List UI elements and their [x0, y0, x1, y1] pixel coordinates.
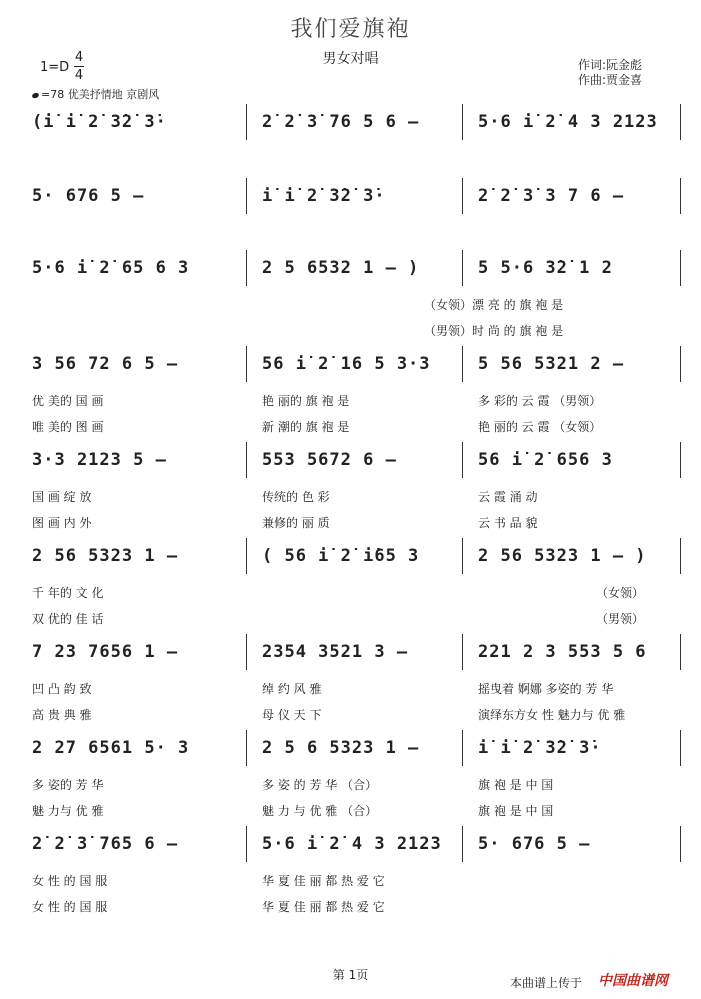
- lyric-segment: 华 夏 佳 丽 都 热 爱 它: [262, 874, 385, 888]
- site-logo: 中国曲谱网: [598, 973, 668, 989]
- lyric-segment: （男领）时 尚 的 旗 袍 是: [424, 324, 564, 338]
- lyric-segment: （男领）: [596, 612, 645, 626]
- lyric-segment: 艳 丽的 云 霞 （女领）: [478, 420, 602, 434]
- lyric-segment: 摇曳着 婀娜 多姿的 芳 华: [478, 682, 614, 696]
- tempo-marking: [32, 86, 159, 102]
- measure: 2̇ 2̇ 3̇ 76 5 6 –: [262, 112, 420, 132]
- lyricist: 作词:阮金彪: [578, 58, 643, 72]
- quarter-note-icon: [31, 92, 39, 99]
- measure: i̇ i̇ 2̇ 3̇2̇ 3̇·: [478, 738, 602, 758]
- barline: [462, 730, 463, 766]
- lyric-segment: 云 书 品 貌: [478, 516, 538, 530]
- subtitle: 男女对唱: [322, 51, 379, 67]
- composer: 作曲:贾金喜: [578, 73, 643, 87]
- barline: [680, 442, 681, 478]
- lyric-segment: （女领）: [596, 586, 645, 600]
- lyric-line: [0, 872, 701, 890]
- barline: [680, 178, 681, 214]
- lyric-line: [0, 776, 701, 794]
- lyric-segment: 绰 约 风 雅: [262, 682, 322, 696]
- barline: [246, 538, 247, 574]
- barline: [246, 178, 247, 214]
- upload-note: 本曲谱上传于: [510, 976, 583, 990]
- barline: [680, 250, 681, 286]
- lyric-segment: 多 彩的 云 霞 （男领）: [478, 394, 602, 408]
- measure: 5 5·6 3̇2̇ 1 2: [478, 258, 613, 278]
- page-title: 我们爱旗袍: [290, 17, 411, 42]
- lyric-segment: 图 画 内 外: [32, 516, 92, 530]
- lyric-segment: 魅 力 与 优 雅 （合）: [262, 804, 378, 818]
- barline: [462, 826, 463, 862]
- lyric-segment: 千 年的 文 化: [32, 586, 104, 600]
- measure: 2 56 5323 1 –: [32, 546, 179, 566]
- measure: i̇ i̇ 2̇ 3̇2̇ 3̇·: [262, 186, 386, 206]
- barline: [680, 826, 681, 862]
- lyric-line: [0, 898, 701, 916]
- barline: [462, 250, 463, 286]
- lyric-segment: 母 仪 天 下: [262, 708, 322, 722]
- lyric-segment: 传统的 色 彩: [262, 490, 330, 504]
- lyric-line: [0, 392, 701, 410]
- measure: 56 i̇ 2̇ 16 5 3·3: [262, 354, 431, 374]
- lyric-segment: 旗 袍 是 中 国: [478, 778, 554, 792]
- time-signature-top: 4: [74, 50, 84, 65]
- barline: [680, 730, 681, 766]
- lyric-line: [0, 418, 701, 436]
- lyric-line: [0, 680, 701, 698]
- measure: 3·3 2123 5 –: [32, 450, 167, 470]
- measure: 5·6 i̇ 2̇ 65 6 3: [32, 258, 190, 278]
- measure: 2 5 6532 1 – ): [262, 258, 420, 278]
- lyric-line: [0, 706, 701, 724]
- measure: 5 56 5321 2 –: [478, 354, 625, 374]
- barline: [246, 826, 247, 862]
- credits: [578, 58, 642, 88]
- key-signature: 1=D: [40, 60, 70, 75]
- barline: [462, 442, 463, 478]
- measure: 5· 676 5 –: [478, 834, 591, 854]
- time-signature: [74, 50, 84, 83]
- measure: 5·6 i̇ 2̇ 4 3 2123: [262, 834, 442, 854]
- lyric-segment: 高 贵 典 雅: [32, 708, 92, 722]
- lyric-segment: 魅 力与 优 雅: [32, 804, 104, 818]
- barline: [246, 250, 247, 286]
- barline: [462, 634, 463, 670]
- barline: [246, 442, 247, 478]
- measure: 2̇ 2̇ 3̇ 3 7 6 –: [478, 186, 625, 206]
- lyric-line: [0, 488, 701, 506]
- measure: 5· 676 5 –: [32, 186, 145, 206]
- notes-row: [0, 258, 701, 292]
- lyric-segment: 凹 凸 韵 致: [32, 682, 92, 696]
- lyric-segment: 女 性 的 国 服: [32, 874, 108, 888]
- tempo-text: =78 优美抒情地 京剧风: [41, 88, 160, 101]
- lyric-segment: 多 姿的 芳 华: [32, 778, 104, 792]
- barline: [680, 538, 681, 574]
- notes-row: [0, 112, 701, 146]
- measure: 2 27 6561 5· 3: [32, 738, 190, 758]
- lyric-segment: 云 霞 涌 动: [478, 490, 538, 504]
- barline: [680, 634, 681, 670]
- lyric-line: [0, 802, 701, 820]
- measure: (i̇ i̇ 2̇ 3̇2̇ 3̇·: [32, 112, 167, 132]
- time-signature-bottom: 4: [74, 68, 84, 83]
- barline: [680, 104, 681, 140]
- lyric-line: [0, 296, 701, 314]
- notes-row: [0, 738, 701, 772]
- measure: 2354 3521 3 –: [262, 642, 409, 662]
- notes-row: [0, 450, 701, 484]
- measure: 3 56 72 6 5 –: [32, 354, 179, 374]
- measure: 221 2 3 553 5 6: [478, 642, 647, 662]
- barline: [462, 104, 463, 140]
- measure: ( 56 i̇ 2̇ i̇65 3: [262, 546, 420, 566]
- lyric-segment: 国 画 绽 放: [32, 490, 92, 504]
- notes-row: [0, 834, 701, 868]
- barline: [680, 346, 681, 382]
- page-number: 第 1页: [332, 968, 369, 982]
- measure: 56 i̇ 2̇ 656 3: [478, 450, 613, 470]
- lyric-line: [0, 514, 701, 532]
- notes-row: [0, 354, 701, 388]
- barline: [462, 538, 463, 574]
- lyric-segment: 艳 丽的 旗 袍 是: [262, 394, 350, 408]
- lyric-segment: 多 姿 的 芳 华 （合）: [262, 778, 378, 792]
- lyric-segment: 华 夏 佳 丽 都 热 爱 它: [262, 900, 385, 914]
- lyric-segment: 双 优的 佳 话: [32, 612, 104, 626]
- barline: [462, 346, 463, 382]
- notes-row: [0, 642, 701, 676]
- notes-row: [0, 186, 701, 220]
- lyric-segment: 唯 美的 图 画: [32, 420, 104, 434]
- measure: 2 56 5323 1 – ): [478, 546, 647, 566]
- measure: 5·6 i̇ 2̇ 4 3 2123: [478, 112, 658, 132]
- lyric-segment: 旗 袍 是 中 国: [478, 804, 554, 818]
- barline: [246, 104, 247, 140]
- lyric-segment: （女领）漂 亮 的 旗 袍 是: [424, 298, 564, 312]
- lyric-segment: 演绎东方女 性 魅力与 优 雅: [478, 708, 626, 722]
- lyric-segment: 新 潮的 旗 袍 是: [262, 420, 350, 434]
- lyric-line: [0, 584, 701, 602]
- measure: 553 5672 6 –: [262, 450, 397, 470]
- lyric-segment: 兼修的 丽 质: [262, 516, 330, 530]
- barline: [246, 634, 247, 670]
- lyric-segment: 优 美的 国 画: [32, 394, 104, 408]
- lyric-line: [0, 610, 701, 628]
- measure: 7 23 7656 1 –: [32, 642, 179, 662]
- measure: 2 5 6 5323 1 –: [262, 738, 420, 758]
- notes-row: [0, 546, 701, 580]
- barline: [246, 346, 247, 382]
- barline: [246, 730, 247, 766]
- lyric-segment: 女 性 的 国 服: [32, 900, 108, 914]
- barline: [462, 178, 463, 214]
- lyric-line: [0, 322, 701, 340]
- measure: 2̇ 2̇ 3̇ 765 6 –: [32, 834, 179, 854]
